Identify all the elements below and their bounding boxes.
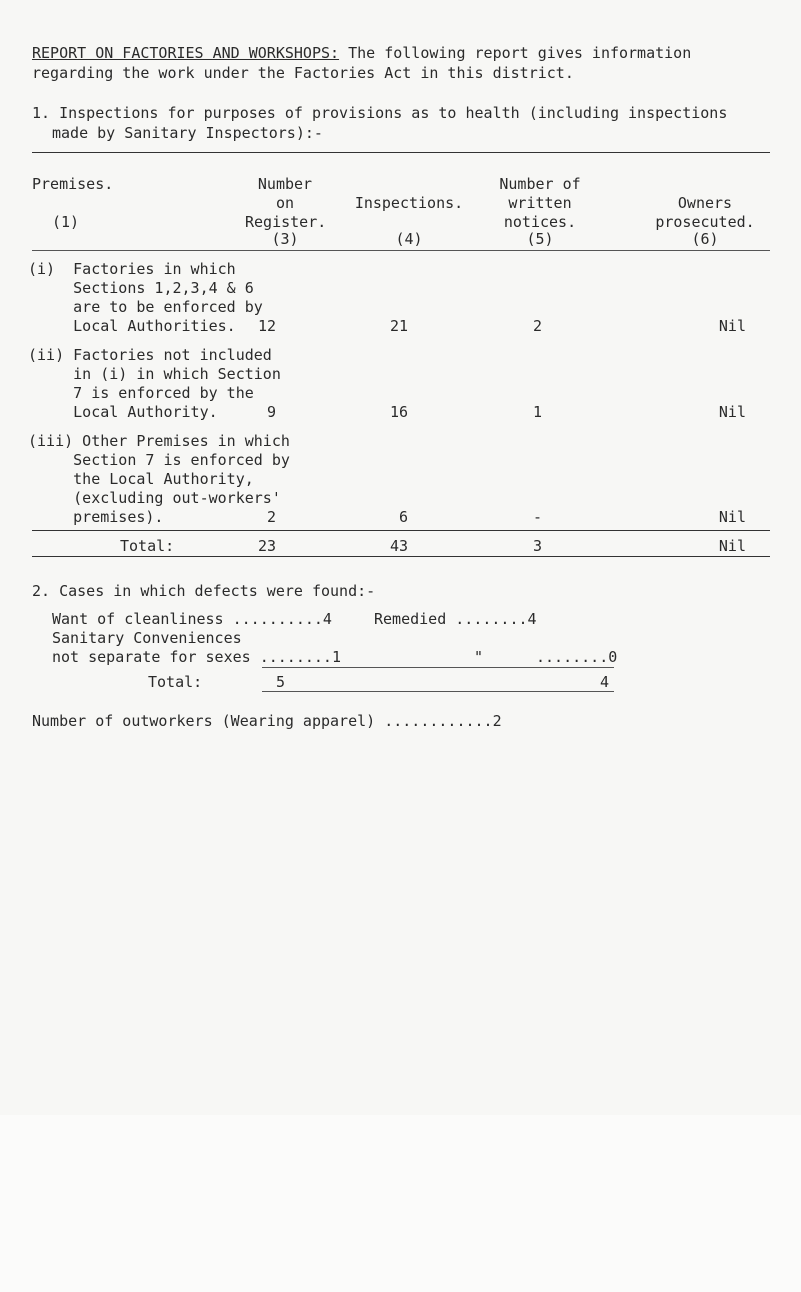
- row-iii-inspections: 6: [398, 508, 408, 526]
- row-ii-label-2: in (i) in which Section: [28, 365, 281, 383]
- header-premises: Premises.: [32, 175, 114, 193]
- remedied-ditto-mark: ": [474, 648, 484, 666]
- defect-sanitary-line1: Sanitary Conveniences: [52, 629, 242, 647]
- section2-total-rule: [262, 667, 614, 668]
- report-intro-line2: regarding the work under the Factories Act in this district.: [32, 64, 574, 82]
- row-ii-prosecuted: Nil: [718, 403, 746, 421]
- defect-sanitary-line2: not separate for sexes ........1: [52, 648, 341, 666]
- header-col4-num: (4): [395, 230, 423, 248]
- header-col6-num: (6): [691, 230, 719, 248]
- report-heading: [32, 44, 691, 62]
- row-iii-label-4: (excluding out-workers': [28, 489, 281, 507]
- report-intro-line1: The following report gives information: [339, 44, 692, 62]
- section2-total-bottom-rule: [262, 691, 614, 692]
- header-register-line1: Number: [257, 175, 313, 193]
- total-top-rule: [32, 530, 770, 531]
- page-bottom-shade: [0, 1115, 801, 1292]
- total-notices: 3: [532, 537, 542, 555]
- row-i-label-4: Local Authorities.: [28, 317, 236, 335]
- row-i-inspections: 21: [389, 317, 408, 335]
- row-iii-notices: -: [532, 508, 542, 526]
- section2-total-found: 5: [276, 673, 286, 691]
- total-inspections: 43: [389, 537, 408, 555]
- section2-total-remedied: 4: [600, 673, 610, 691]
- row-i-register: 12: [257, 317, 276, 335]
- header-bottom-rule: [32, 250, 770, 251]
- row-i-label-3: are to be enforced by: [28, 298, 263, 316]
- header-register-line3: Register.: [245, 213, 327, 231]
- header-col3-num: (3): [271, 230, 299, 248]
- row-iii-register: 2: [266, 508, 276, 526]
- row-iii-label-5: premises).: [28, 508, 164, 526]
- row-ii-label-1: (ii) Factories not included: [28, 346, 272, 364]
- row-iii-label-1: (iii) Other Premises in which: [28, 432, 290, 450]
- header-notices-line3: notices.: [503, 213, 577, 231]
- section1-line1: 1. Inspections for purposes of provisions as to health (including inspections: [32, 104, 728, 122]
- header-col5-num: (5): [526, 230, 554, 248]
- row-ii-label-3: 7 is enforced by the: [28, 384, 254, 402]
- row-ii-label-4: Local Authority.: [28, 403, 218, 421]
- row-ii-inspections: 16: [389, 403, 408, 421]
- row-i-label-2: Sections 1,2,3,4 & 6: [28, 279, 254, 297]
- header-inspections: Inspections.: [354, 194, 464, 212]
- defect-cleanliness: Want of cleanliness ..........4: [52, 610, 332, 628]
- section2-total-label: Total:: [148, 673, 203, 691]
- section1-line2: made by Sanitary Inspectors):-: [52, 124, 323, 142]
- outworkers-line: Number of outworkers (Wearing apparel) ............2: [32, 712, 502, 730]
- row-iii-prosecuted: Nil: [718, 508, 746, 526]
- remedied-sanitary: ........0: [536, 648, 618, 666]
- header-register-line2: on: [275, 194, 295, 212]
- header-notices-line2: written: [508, 194, 572, 212]
- total-bottom-rule: [32, 556, 770, 557]
- remedied-cleanliness: Remedied ........4: [374, 610, 537, 628]
- section2-heading: 2. Cases in which defects were found:-: [32, 582, 376, 600]
- header-owners-line1: Owners: [677, 194, 733, 212]
- row-i-notices: 2: [532, 317, 542, 335]
- total-register: 23: [257, 537, 276, 555]
- header-owners-line2: prosecuted.: [655, 213, 755, 231]
- row-i-prosecuted: Nil: [718, 317, 746, 335]
- header-notices-line1: Number of: [499, 175, 581, 193]
- row-iii-label-2: Section 7 is enforced by: [28, 451, 290, 469]
- total-prosecuted: Nil: [718, 537, 746, 555]
- header-col1-num: (1): [52, 213, 80, 231]
- row-ii-register: 9: [266, 403, 276, 421]
- row-ii-notices: 1: [532, 403, 542, 421]
- report-title: REPORT ON FACTORIES AND WORKSHOPS:: [32, 44, 340, 62]
- total-label: Total:: [120, 537, 175, 555]
- table-top-rule: [32, 152, 770, 153]
- row-i-label-1: (i) Factories in which: [28, 260, 236, 278]
- row-iii-label-3: the Local Authority,: [28, 470, 254, 488]
